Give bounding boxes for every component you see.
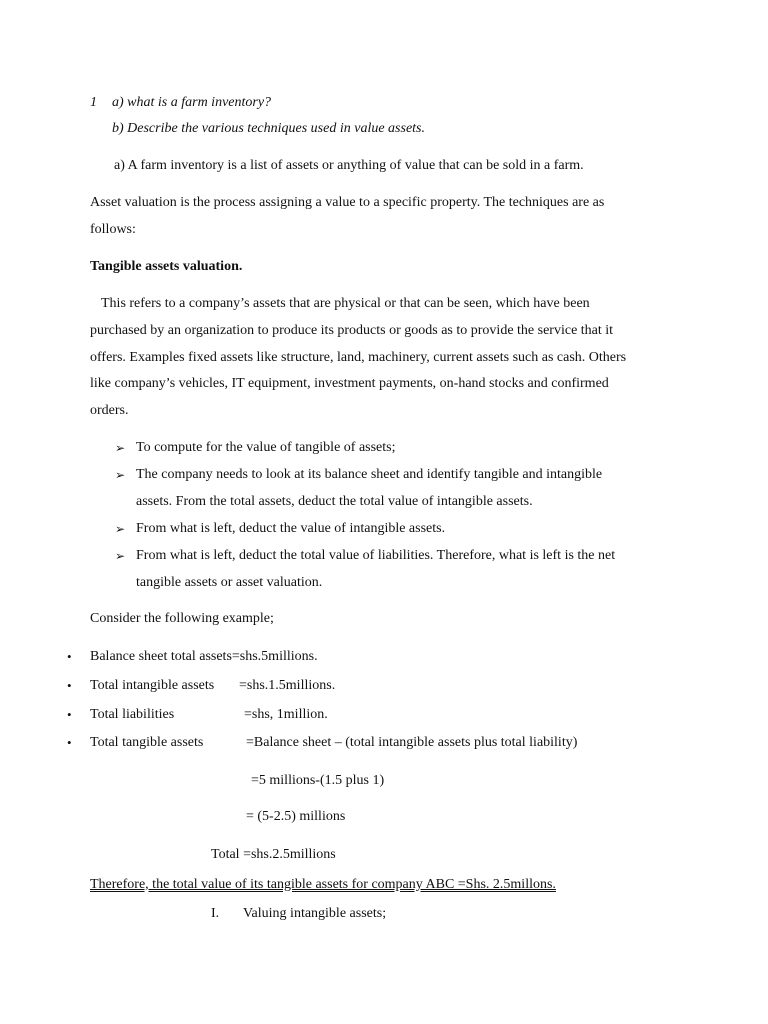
- example-item-label: Total intangible assets: [90, 678, 215, 693]
- arrow-bullet-icon: ➢: [115, 441, 126, 455]
- arrow-bullet-text: The company needs to look at its balance sheet and identify tangible and intangible: [136, 467, 603, 482]
- dot-bullet-icon: •: [67, 678, 72, 693]
- arrow-bullet-text: From what is left, deduct the value of intangible assets.: [136, 521, 446, 536]
- tangible-heading: Tangible assets valuation.: [90, 259, 243, 274]
- question-part-a: a) what is a farm inventory?: [112, 95, 272, 110]
- intro-line: Asset valuation is the process assigning a value to a specific property. The techniques are as: [90, 195, 605, 210]
- calc-line: = (5-2.5) millions: [246, 809, 346, 824]
- arrow-bullet-text: From what is left, deduct the total value of liabilities. Therefore, what is left is the net: [136, 548, 616, 563]
- example-item-value: =Balance sheet – (total intangible assets plus total liability): [246, 735, 578, 750]
- dot-bullet-icon: •: [67, 649, 72, 664]
- paragraph-line: offers. Examples fixed assets like structure, land, machinery, current assets such as cash. Others: [90, 350, 627, 365]
- arrow-bullet-icon: ➢: [115, 468, 126, 482]
- question-part-b: b) Describe the various techniques used in value assets.: [112, 121, 425, 136]
- question-number: 1: [90, 95, 97, 110]
- example-item-label: Balance sheet total assets=shs.5millions.: [90, 649, 318, 664]
- arrow-bullet-icon: ➢: [115, 549, 126, 563]
- intro-line: follows:: [90, 222, 136, 237]
- example-item-label: Total tangible assets: [90, 735, 204, 750]
- roman-numeral: I.: [211, 906, 220, 921]
- paragraph-line: purchased by an organization to produce its products or goods as to provide the service that it: [90, 323, 614, 338]
- example-item-value: =shs, 1million.: [244, 707, 328, 722]
- example-intro: Consider the following example;: [90, 611, 274, 626]
- answer-a: a) A farm inventory is a list of assets or anything of value that can be sold in a farm.: [114, 158, 584, 173]
- arrow-bullet-text: tangible assets or asset valuation.: [136, 575, 323, 590]
- arrow-bullet-text: To compute for the value of tangible of assets;: [136, 440, 396, 455]
- total-line: Total =shs.2.5millions: [211, 847, 336, 862]
- calc-line: =5 millions-(1.5 plus 1): [251, 773, 385, 788]
- arrow-bullet-icon: ➢: [115, 522, 126, 536]
- example-item-label: Total liabilities: [90, 707, 175, 722]
- paragraph-line: This refers to a company’s assets that are physical or that can be seen, which have been: [101, 296, 590, 311]
- paragraph-line: like company’s vehicles, IT equipment, investment payments, on-hand stocks and confirmed: [90, 376, 609, 391]
- paragraph-line: orders.: [90, 403, 129, 418]
- roman-item-text: Valuing intangible assets;: [243, 906, 387, 921]
- dot-bullet-icon: •: [67, 707, 72, 722]
- conclusion: Therefore, the total value of its tangible assets for company ABC =Shs. 2.5millons.: [90, 877, 556, 892]
- arrow-bullet-text: assets. From the total assets, deduct the total value of intangible assets.: [136, 494, 533, 509]
- example-item-value: =shs.1.5millions.: [239, 678, 336, 693]
- dot-bullet-icon: •: [67, 735, 72, 750]
